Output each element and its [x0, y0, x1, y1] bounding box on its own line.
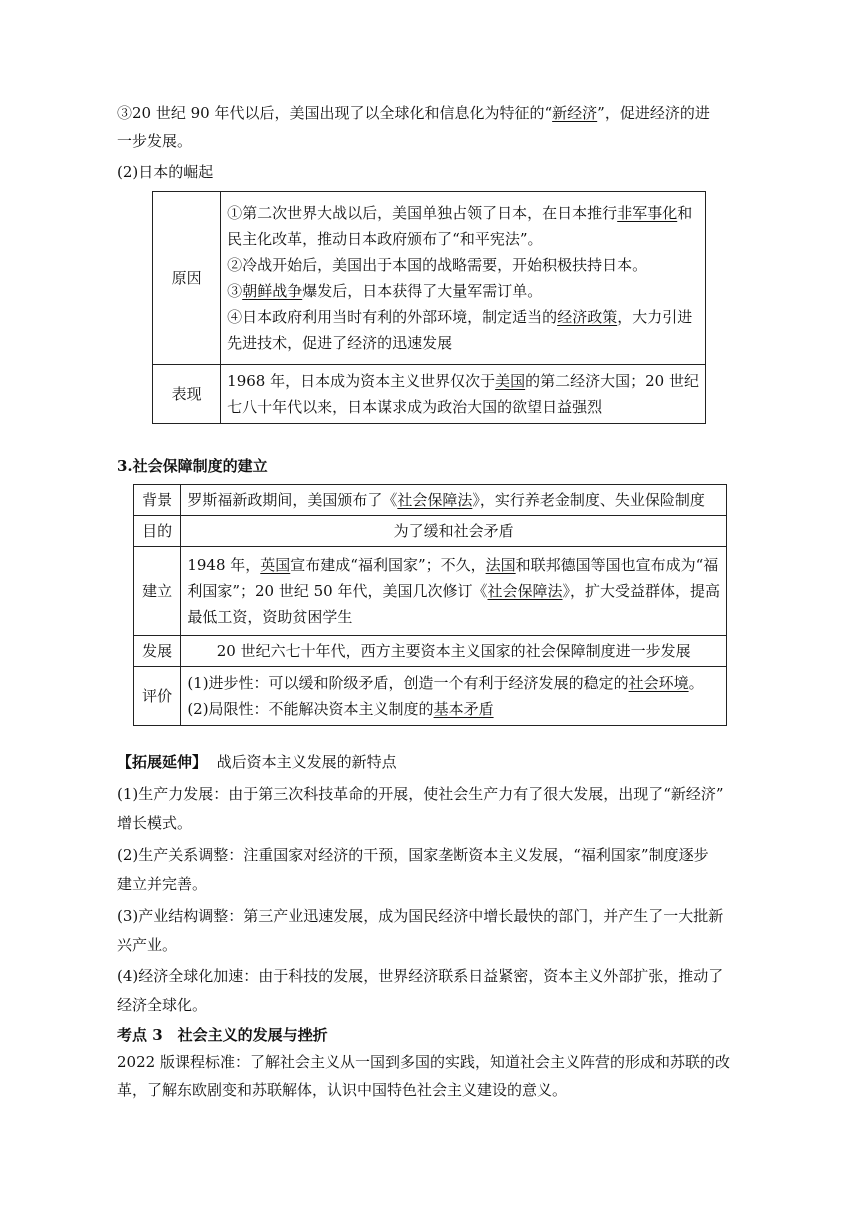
- term-social-environment: 社会环境: [628, 674, 689, 692]
- extension-item-4: (4)经济全球化加速：由于科技的发展，世界经济联系日益紧密，资本主义外部扩张，推动了: [117, 967, 724, 985]
- social-security-heading: 3.社会保障制度的建立: [117, 457, 268, 475]
- extension-item-2: (2)生产关系调整：注重国家对经济的干预，国家垄断资本主义发展，“福利国家”制度逐步: [117, 846, 709, 864]
- aim-text: 为了缓和社会矛盾: [393, 522, 514, 540]
- background-line: [187, 487, 720, 513]
- japan-heading: (2)日本的崛起: [117, 163, 214, 181]
- term-korean-war: 朝鲜战争: [242, 282, 303, 300]
- establish-content: [181, 547, 727, 636]
- intro-line-2: 一步发展。: [117, 132, 193, 150]
- extension-item-2-cont: 建立并完善。: [117, 875, 208, 893]
- background-content: [181, 485, 727, 516]
- extension-item-3-cont: 兴产业。: [117, 936, 178, 954]
- term-france: 法国: [485, 556, 516, 574]
- reason-line: [227, 200, 699, 226]
- intro-text: ③20 世纪 90 年代以后，美国出现了以全球化和信息化为特征的“: [117, 104, 553, 122]
- topic-3-heading: 考点 3 社会主义的发展与挫折: [117, 1026, 328, 1044]
- extension-tag: 【拓展延伸】: [117, 753, 208, 771]
- table-row: [134, 636, 727, 667]
- reason-line: ②冷战开始后，美国出于本国的战略需要，开始积极扶持日本。: [227, 256, 648, 274]
- table-row: [134, 516, 727, 547]
- curriculum-standard-line-2: 革，了解东欧剧变和苏联解体，认识中国特色社会主义建设的意义。: [117, 1081, 568, 1099]
- background-text: 》，实行养老金制度、失业保险制度: [472, 491, 705, 509]
- intro-text: ”，促进经济的进: [597, 104, 710, 122]
- evaluation-text: 。: [688, 674, 704, 692]
- table-row: [134, 667, 727, 726]
- reason-content: [221, 192, 706, 365]
- performance-text: 的第二经济大国；20 世纪: [525, 372, 699, 390]
- development-text: 20 世纪六七十年代，西方主要资本主义国家的社会保障制度进一步发展: [216, 642, 691, 660]
- establish-label: 建立: [134, 547, 181, 636]
- reason-text: ①第二次世界大战以后，美国单独占领了日本，在日本推行: [227, 204, 618, 222]
- establish-text: 利国家”；20 世纪 50 年代，美国几次修订《: [187, 582, 488, 600]
- extension-title: 战后资本主义发展的新特点: [216, 753, 397, 771]
- reason-line: 民主化改革，推动日本政府颁布了“和平宪法”。: [227, 230, 543, 248]
- performance-line: 七八十年代以来，日本谋求成为政治大国的欲望日益强烈: [227, 398, 603, 416]
- evaluation-line: [187, 670, 720, 696]
- establish-line: [187, 552, 720, 578]
- term-usa: 美国: [495, 372, 526, 390]
- background-text: 罗斯福新政期间，美国颁布了《: [187, 491, 398, 509]
- reason-line: [227, 278, 699, 304]
- aim-label: 目的: [134, 516, 181, 547]
- social-security-table: [133, 484, 727, 726]
- performance-line: [227, 368, 699, 394]
- intro-line-1: [117, 103, 710, 123]
- establish-line: 最低工资，资助贫困学生: [187, 608, 353, 626]
- development-label: 发展: [134, 636, 181, 667]
- evaluation-label: 评价: [134, 667, 181, 726]
- background-label: 背景: [134, 485, 181, 516]
- reason-line: 先进技术，促进了经济的迅速发展: [227, 334, 453, 352]
- term-new-economy: 新经济: [552, 104, 598, 122]
- term-demilitarization: 非军事化: [617, 204, 678, 222]
- evaluation-content: [181, 667, 727, 726]
- reason-text: 爆发后，日本获得了大量军需订单。: [302, 282, 543, 300]
- table-row: [153, 192, 706, 365]
- curriculum-standard-line-1: 2022 版课程标准：了解社会主义从一国到多国的实践，知道社会主义阵营的形成和苏联的改: [117, 1053, 730, 1071]
- development-content: [181, 636, 727, 667]
- extension-item-1: (1)生产力发展：由于第三次科技革命的开展，使社会生产力有了很大发展，出现了“新经济”: [117, 785, 724, 803]
- reason-label: 原因: [153, 192, 221, 365]
- establish-text: 宣布建成“福利国家”；不久，: [290, 556, 486, 574]
- table-row: [134, 485, 727, 516]
- reason-line: [227, 304, 699, 330]
- establish-text: 》，扩大受益群体，提高: [562, 582, 720, 600]
- establish-line: [187, 578, 720, 604]
- table-row: [153, 365, 706, 424]
- evaluation-line: [187, 696, 720, 722]
- term-britain: 英国: [260, 556, 291, 574]
- aim-content: [181, 516, 727, 547]
- establish-text: 和联邦德国等国也宣布成为“福: [515, 556, 719, 574]
- performance-content: [221, 365, 706, 424]
- reason-text: ④日本政府利用当时有利的外部环境，制定适当的: [227, 308, 558, 326]
- reason-text: ，大力引进: [617, 308, 693, 326]
- extension-item-3: (3)产业结构调整：第三产业迅速发展，成为国民经济中增长最快的部门，并产生了一大批新: [117, 907, 724, 925]
- extension-item-1-cont: 增长模式。: [117, 814, 193, 832]
- term-social-security-act: 社会保障法: [487, 582, 563, 600]
- performance-label: 表现: [153, 365, 221, 424]
- table-row: [134, 547, 727, 636]
- evaluation-text: (1)进步性：可以缓和阶级矛盾，创造一个有利于经济发展的稳定的: [187, 674, 629, 692]
- term-basic-contradiction: 基本矛盾: [433, 700, 494, 718]
- performance-text: 1968 年，日本成为资本主义世界仅次于: [227, 372, 496, 390]
- establish-text: 1948 年，: [187, 556, 261, 574]
- reason-text: 和: [677, 204, 693, 222]
- extension-heading: [117, 752, 397, 772]
- term-social-security-act: 社会保障法: [397, 491, 473, 509]
- reason-text: ③: [227, 282, 243, 300]
- evaluation-text: (2)局限性：不能解决资本主义制度的: [187, 700, 434, 718]
- term-economic-policy: 经济政策: [557, 308, 618, 326]
- extension-item-4-cont: 经济全球化。: [117, 996, 208, 1014]
- japan-table: [152, 191, 706, 424]
